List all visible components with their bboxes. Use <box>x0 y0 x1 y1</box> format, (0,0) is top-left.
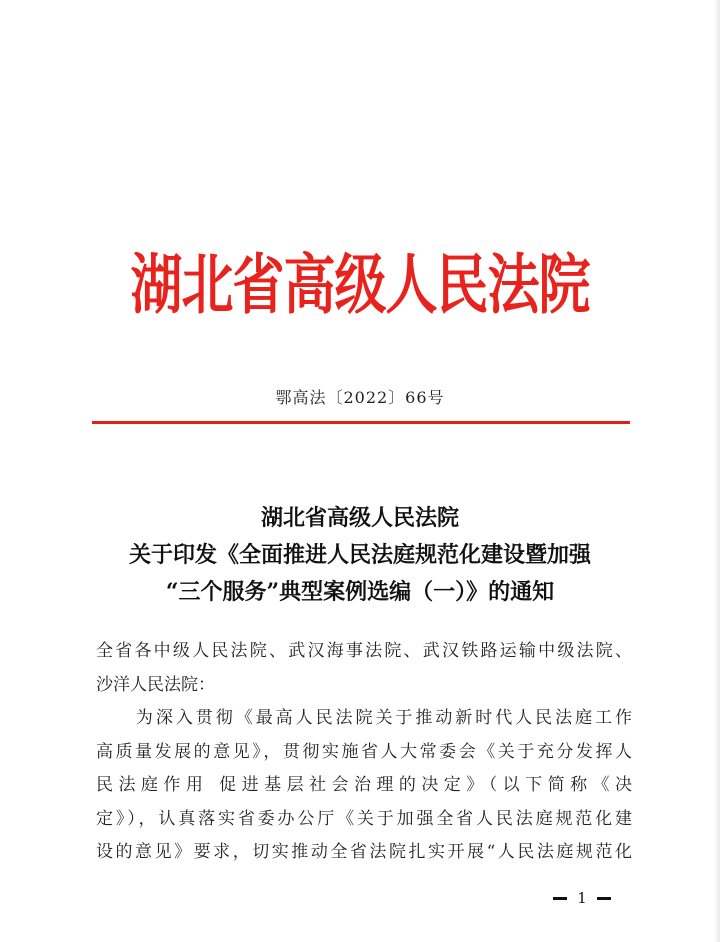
body-line: 为深入贯彻《最高人民法院关于推动新时代人民法庭工作 <box>96 708 632 728</box>
page-number-footer <box>553 888 611 908</box>
notice-body <box>96 635 632 870</box>
document-number: 鄂高法〔2022〕66号 <box>275 388 445 407</box>
title-line: 湖北省高级人民法院 <box>260 505 459 531</box>
dash-left <box>553 897 567 900</box>
recipients-line: 全省各中级人民法院、武汉海事法院、武汉铁路运输中级法院、 <box>96 641 632 661</box>
recipients-line: 沙洋人民法院： <box>96 674 215 695</box>
body-line: 高质量发展的意见》，贯彻实施省人大常委会《关于充分发挥人 <box>96 741 632 762</box>
body-line: 设的意见》要求，切实推动全省法院扎实开展“人民法庭规范化 <box>96 842 632 862</box>
title-line: “三个服务”典型案例选编（一）》的通知 <box>165 579 555 605</box>
page-edge <box>714 0 720 942</box>
issuing-authority-header: 湖北省高级人民法院 <box>130 248 590 324</box>
body-line: 定》），认真落实省委办公厅《关于加强全省人民法庭规范化建 <box>96 808 632 829</box>
page-number: 1 <box>577 889 587 907</box>
dash-right <box>597 897 611 900</box>
notice-title <box>0 500 720 611</box>
title-line: 关于印发《全面推进人民法庭规范化建设暨加强 <box>128 542 591 568</box>
red-separator-line <box>92 421 630 424</box>
body-line: 民法庭作用 促进基层社会治理的决定》（以下简称《决 <box>96 775 632 795</box>
